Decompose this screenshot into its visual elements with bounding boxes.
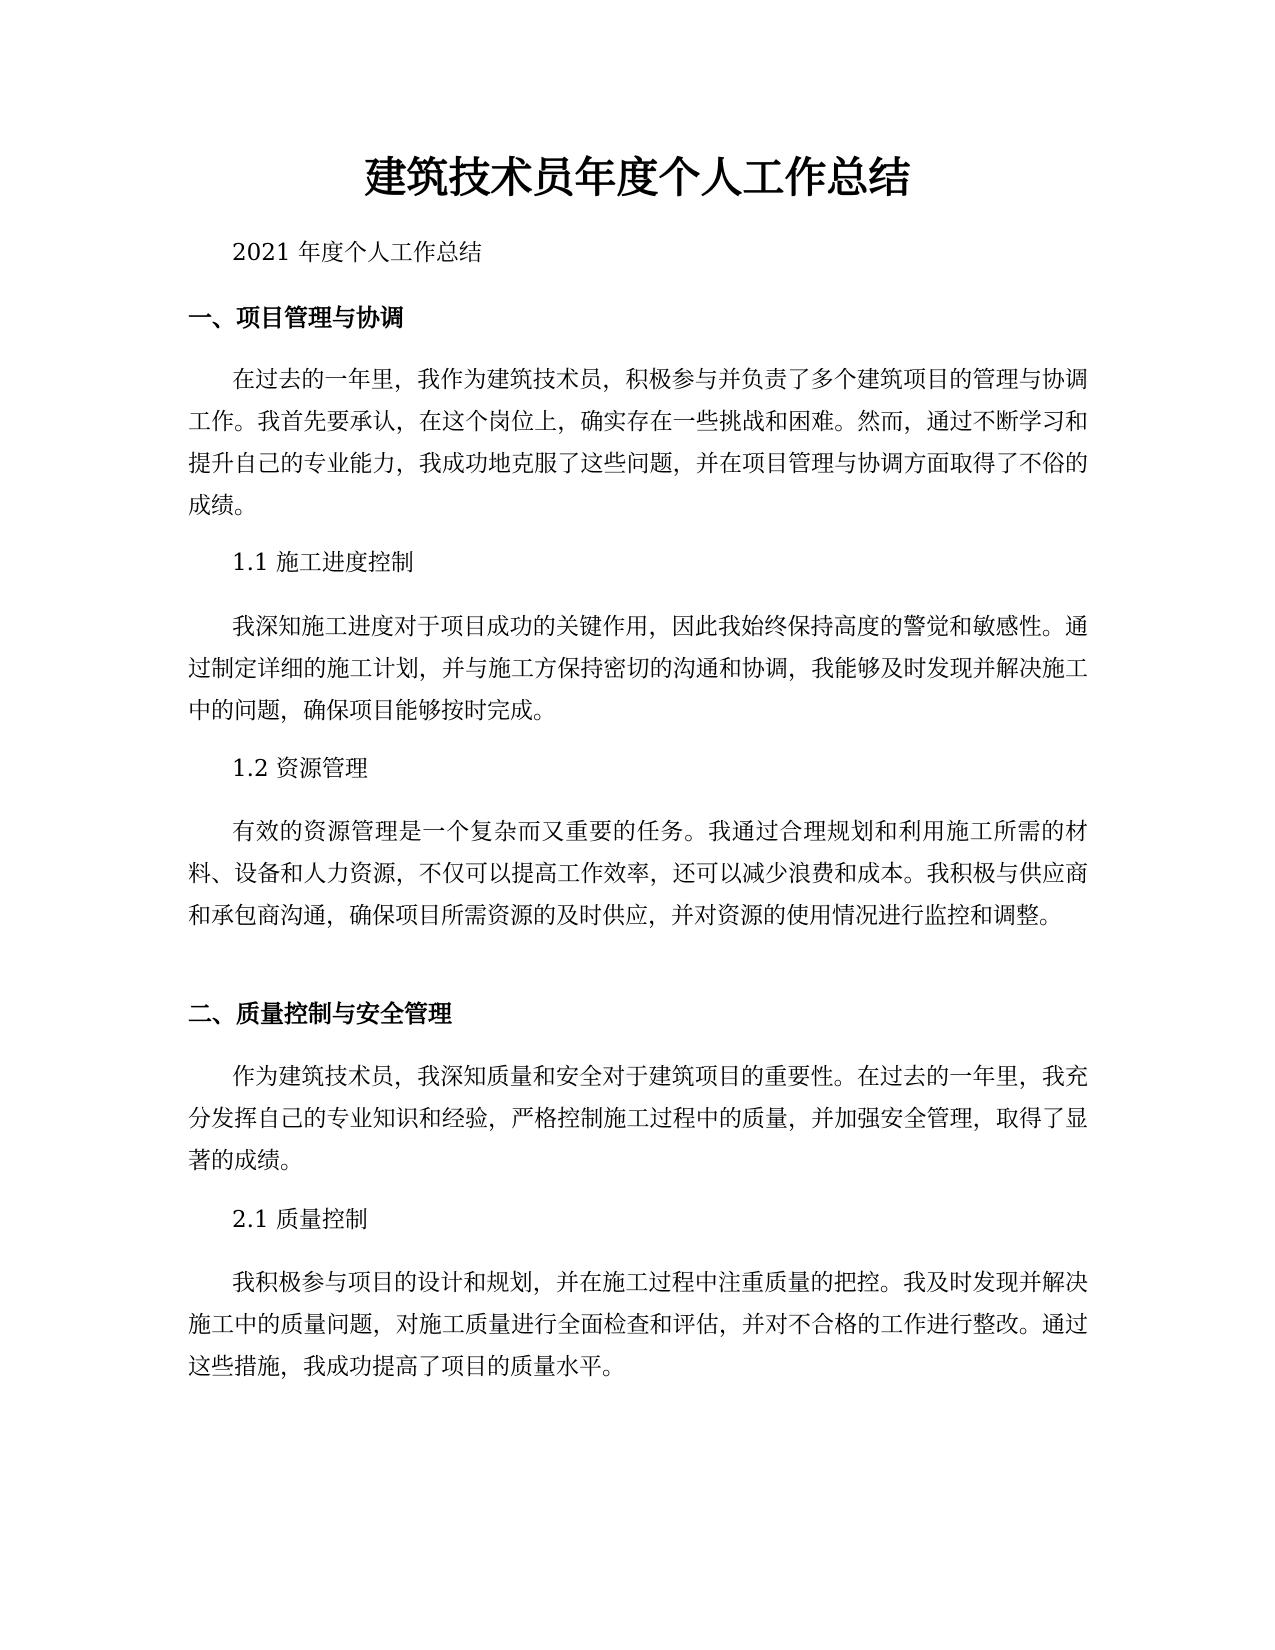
subsection-1-1-body: 我深知施工进度对于项目成功的关键作用，因此我始终保持高度的警觉和敏感性。通过制定详细的施工计划，并与施工方保持密切的沟通和协调，我能够及时发现并解决施工中的问题，确保项目能够按时完成。: [188, 614, 1088, 724]
subsection-heading-1-1: 1.1 施工进度控制: [232, 550, 414, 576]
section-2-intro: 作为建筑技术员，我深知质量和安全对于建筑项目的重要性。在过去的一年里，我充分发挥自己的专业知识和经验，严格控制施工过程中的质量，并加强安全管理，取得了显著的成绩。: [188, 1064, 1088, 1174]
document-subtitle: 2021 年度个人工作总结: [232, 240, 482, 266]
subsection-1-2-body: 有效的资源管理是一个复杂而又重要的任务。我通过合理规划和利用施工所需的材料、设备和人力资源，不仅可以提高工作效率，还可以减少浪费和成本。我积极与供应商和承包商沟通，确保项目所需资源的及时供应，并对资源的使用情况进行监控和调整。: [188, 819, 1088, 929]
subsection-2-1-body: 我积极参与项目的设计和规划，并在施工过程中注重质量的把控。我及时发现并解决施工中的质量问题，对施工质量进行全面检查和评估，并对不合格的工作进行整改。通过这些措施，我成功提高了项目的质量水平。: [188, 1270, 1088, 1380]
document-title: 建筑技术员年度个人工作总结: [364, 153, 911, 202]
section-heading-1: 一、项目管理与协调: [188, 304, 404, 332]
section-heading-2: 二、质量控制与安全管理: [188, 1000, 452, 1028]
subsection-heading-2-1: 2.1 质量控制: [232, 1207, 368, 1233]
section-1-intro: 在过去的一年里，我作为建筑技术员，积极参与并负责了多个建筑项目的管理与协调工作。我首先要承认，在这个岗位上，确实存在一些挑战和困难。然而，通过不断学习和提升自己的专业能力，我成功地克服了这些问题，并在项目管理与协调方面取得了不俗的成绩。: [188, 367, 1088, 519]
subsection-heading-1-2: 1.2 资源管理: [232, 756, 368, 782]
